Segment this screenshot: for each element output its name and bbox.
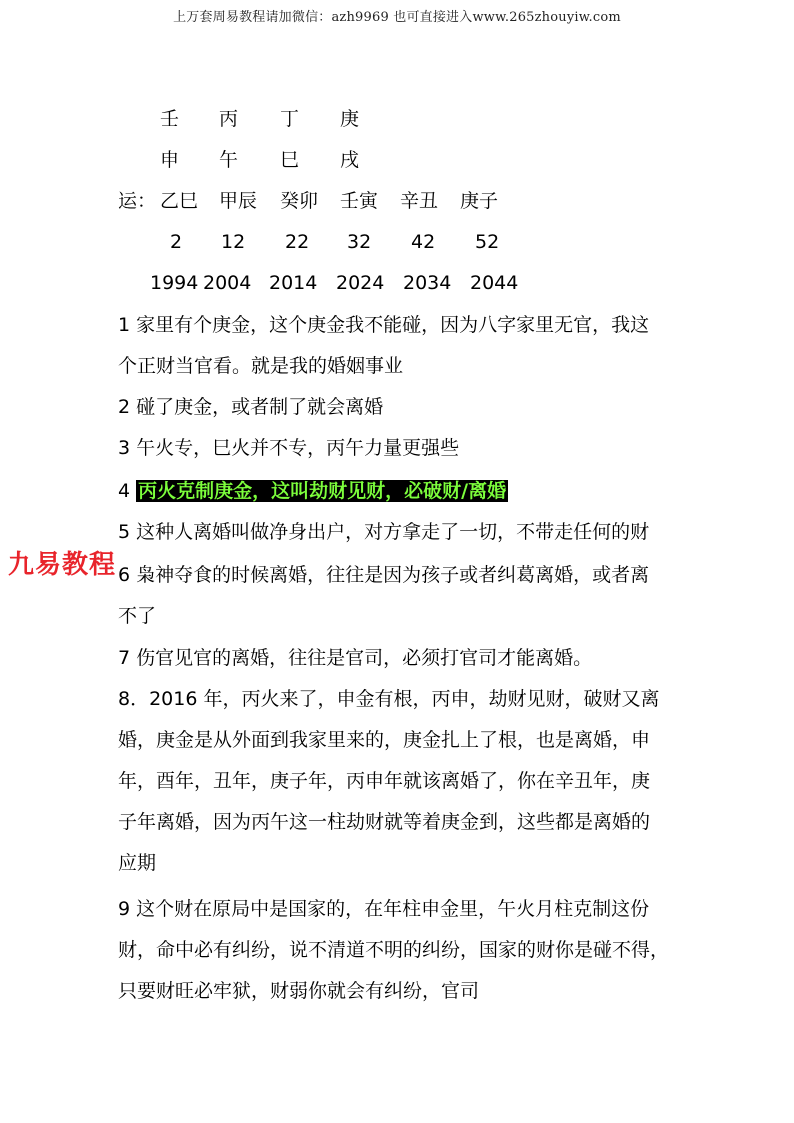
paragraph-4 [118, 471, 678, 512]
paragraph-3 [118, 428, 678, 469]
paragraph-4-line-1 [118, 471, 678, 512]
luck-ages-row [118, 228, 538, 256]
paragraph-8-line-3: 年，酉年，丑年，庚子年，丙申年就该离婚了，你在辛丑年，庚 [118, 770, 651, 792]
page-header: 上万套周易教程请加微信：azh9969 也可直接进入www.265zhouyiw.com [173, 10, 621, 25]
paragraph-2 [118, 387, 678, 428]
paragraph-5-line-1: 5 这种人离婚叫做净身出户，对方拿走了一切，不带走任何的财 [118, 521, 650, 543]
branch-year: 申 [160, 149, 180, 171]
paragraph-8-line-5: 应期 [118, 852, 157, 874]
paragraph-9 [118, 889, 678, 1012]
paragraph-8 [118, 679, 678, 884]
luck-age-5: 42 [411, 231, 436, 253]
paragraph-2-line-1: 2 碰了庚金，或者制了就会离婚 [118, 396, 384, 418]
paragraph-7 [118, 638, 678, 679]
luck-year-2: 2004 [203, 272, 252, 294]
stem-month: 丙 [219, 108, 239, 130]
paragraph-6-line-1: 6 枭神夺食的时候离婚，往往是因为孩子或者纠葛离婚，或者离 [118, 564, 650, 586]
luck-age-2: 12 [221, 231, 246, 253]
paragraph-5 [118, 512, 678, 553]
branch-day: 巳 [280, 149, 300, 171]
luck-pillar-2: 甲辰 [219, 190, 258, 212]
branch-month: 午 [219, 149, 239, 171]
luck-years-row [118, 269, 558, 297]
paragraph-6-line-2: 不了 [118, 605, 157, 627]
luck-label: 运： [118, 190, 157, 212]
paragraph-1 [118, 305, 678, 387]
luck-pillar-5: 辛丑 [400, 190, 439, 212]
paragraph-3-line-1: 3 午火专，巳火并不专，丙午力量更强些 [118, 437, 460, 459]
luck-age-3: 22 [285, 231, 310, 253]
paragraph-1-line-2: 个正财当官看。就是我的婚姻事业 [118, 355, 404, 377]
luck-pillars-row [118, 187, 538, 215]
luck-pillar-1: 乙巳 [160, 190, 199, 212]
paragraph-6 [118, 555, 678, 637]
luck-pillar-3: 癸卯 [280, 190, 319, 212]
luck-year-3: 2014 [269, 272, 318, 294]
luck-year-4: 2024 [336, 272, 385, 294]
luck-year-6: 2044 [470, 272, 519, 294]
stems-row [118, 105, 418, 133]
luck-age-4: 32 [347, 231, 372, 253]
luck-age-1: 2 [170, 231, 183, 253]
stem-year: 壬 [160, 108, 180, 130]
branches-row [118, 146, 418, 174]
paragraph-9-line-3: 只要财旺必牢狱，财弱你就会有纠纷，官司 [118, 980, 480, 1002]
paragraph-8-line-1: 8．2016 年，丙火来了，申金有根，丙申，劫财见财，破财又离 [118, 688, 660, 710]
branch-hour: 戌 [340, 149, 360, 171]
paragraph-4-number: 4 [118, 480, 137, 502]
paragraph-8-line-4: 子年离婚，因为丙午这一柱劫财就等着庚金到，这些都是离婚的 [118, 811, 651, 833]
paragraph-9-line-1: 9 这个财在原局中是国家的，在年柱申金里，午火月柱克制这份 [118, 898, 650, 920]
luck-year-1: 1994 [150, 272, 199, 294]
highlighted-text: 丙火克制庚金，这叫劫财见财，必破财/离婚 [138, 480, 507, 502]
stem-hour: 庚 [340, 108, 360, 130]
paragraph-1-line-1: 1 家里有个庚金，这个庚金我不能碰，因为八字家里无官，我这 [118, 314, 650, 336]
luck-pillar-4: 壬寅 [340, 190, 379, 212]
paragraph-8-line-2: 婚，庚金是从外面到我家里来的，庚金扎上了根，也是离婚，申 [118, 729, 651, 751]
luck-pillar-6: 庚子 [460, 190, 499, 212]
stem-day: 丁 [280, 108, 300, 130]
paragraph-9-line-2: 财，命中必有纠纷，说不清道不明的纠纷，国家的财你是碰不得， [118, 939, 670, 961]
watermark-logo: 九易教程 [8, 550, 117, 580]
paragraph-7-line-1: 7 伤官见官的离婚，往往是官司，必须打官司才能离婚。 [118, 647, 593, 669]
luck-age-6: 52 [475, 231, 500, 253]
luck-year-5: 2034 [403, 272, 452, 294]
